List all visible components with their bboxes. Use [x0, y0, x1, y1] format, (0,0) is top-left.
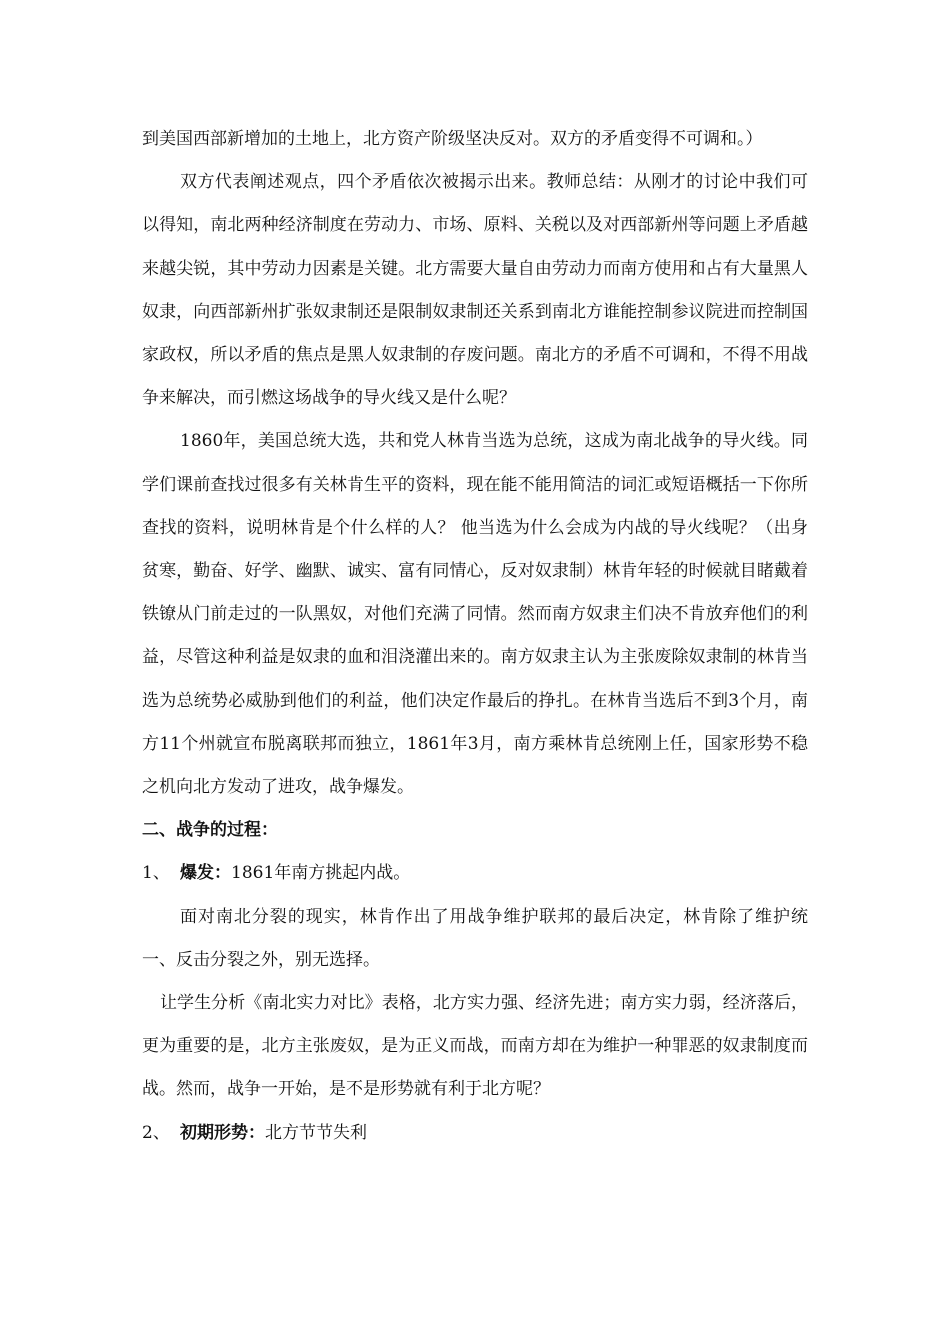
list-item-text: 1861年南方挑起内战。	[231, 863, 411, 884]
section-heading-war-process: 二、战争的过程：	[142, 820, 278, 841]
list-item-label: 初期形势：	[180, 1122, 265, 1143]
paragraph-continuation: 到美国西部新增加的土地上，北方资产阶级坚决反对。双方的矛盾变得不可调和。）	[142, 129, 763, 149]
list-item-number: 2、	[142, 1122, 170, 1143]
list-item-outbreak	[142, 852, 808, 895]
paragraph-teacher-summary: 双方代表阐述观点，四个矛盾依次被揭示出来。教师总结：从刚才的讨论中我们可以得知，南北两种经济制度在劳动力、市场、原料、关税以及对西部新州等问题上矛盾越来越尖锐，其中劳动力因素是关键。北方需要大量自由劳动力而南方使用和占有大量黑人奴隶，向西部新州扩张奴隶制还是限制奴隶制还关系到南北方谁能控制参议院进而控制国家政权，所以矛盾的焦点是黑人奴隶制的存废问题。南北方的矛盾不可调和，不得不用战争来解决，而引燃这场战争的导火线又是什么呢？	[142, 172, 808, 409]
paragraph-lincoln-decision: 面对南北分裂的现实，林肯作出了用战争维护联邦的最后决定，林肯除了维护统一、反击分裂之外，别无选择。	[142, 906, 808, 970]
list-item-label: 爆发：	[180, 863, 231, 884]
list-item-early-situation	[142, 1112, 808, 1155]
paragraph-strength-comparison: 让学生分析《南北实力对比》表格，北方实力强、经济先进；南方实力弱，经济落后，更为重要的是，北方主张废奴，是为正义而战，而南方却在为维护一种罪恶的奴隶制度而战。然而，战争一开始，是不是形势就有利于北方呢？	[142, 993, 808, 1100]
document-body	[142, 118, 808, 1155]
list-item-number: 1、	[142, 863, 170, 884]
list-item-text: 北方节节失利	[265, 1122, 367, 1143]
paragraph-lincoln-election: 1860年，美国总统大选，共和党人林肯当选为总统，这成为南北战争的导火线。同学们课前查找过很多有关林肯生平的资料，现在能不能用简洁的词汇或短语概括一下你所查找的资料，说明林肯是个什么样的人？ 他当选为什么会成为内战的导火线呢？（出身贫寒，勤奋、好学、幽默、诚实、富有同情心，反对奴隶制）林肯年轻的时候就目睹戴着铁镣从门前走过的一队黑奴，对他们充满了同情。然而南方奴隶主们决不肯放弃他们的利益，尽管这种利益是奴隶的血和泪浇灌出来的。南方奴隶主认为主张废除奴隶制的林肯当选为总统势必威胁到他们的利益，他们决定作最后的挣扎。在林肯当选后不到3个月，南方11个州就宣布脱离联邦而独立，1861年3月，南方乘林肯总统刚上任，国家形势不稳之机向北方发动了进攻，战争爆发。	[142, 431, 808, 798]
